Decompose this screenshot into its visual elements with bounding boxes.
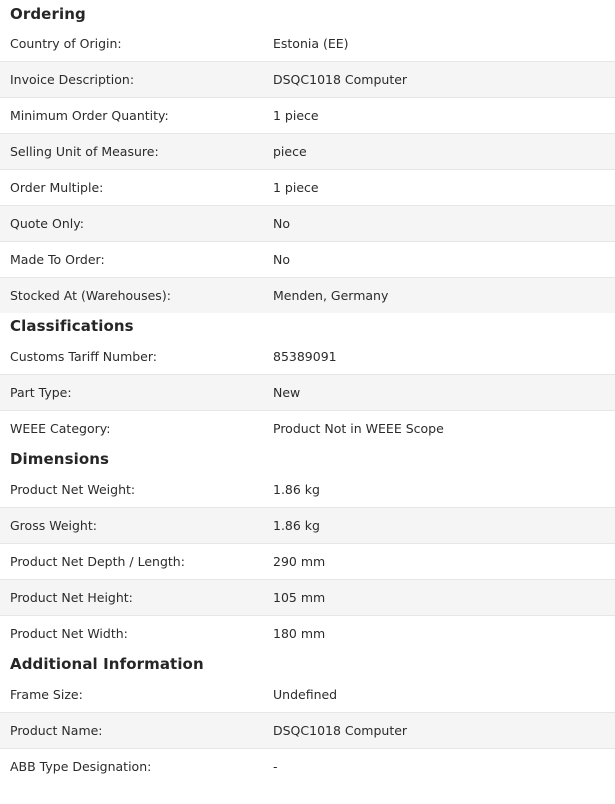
spec-label: ABB Type Designation: (10, 759, 152, 774)
spec-label: Gross Weight: (10, 518, 97, 533)
spec-row-made-to-order (0, 242, 615, 278)
spec-row-abb-type-designation (0, 749, 615, 784)
spec-value: Undefined (273, 687, 338, 702)
section-title-dimensions: Dimensions (10, 450, 110, 468)
spec-label: Invoice Description: (10, 72, 135, 87)
spec-label: Selling Unit of Measure: (10, 144, 159, 159)
spec-row-customs-tariff-number (0, 339, 615, 375)
section-title-additional-information: Additional Information (10, 655, 204, 673)
section-dimensions (0, 446, 615, 651)
spec-value: 1 piece (273, 108, 319, 123)
spec-row-order-multiple (0, 170, 615, 206)
spec-label: WEEE Category: (10, 421, 111, 436)
spec-row-invoice-description (0, 62, 615, 98)
spec-label: Country of Origin: (10, 36, 122, 51)
spec-row-product-net-height (0, 580, 615, 616)
spec-row-quote-only (0, 206, 615, 242)
spec-label: Customs Tariff Number: (10, 349, 158, 364)
spec-label: Made To Order: (10, 252, 105, 267)
spec-row-minimum-order-quantity (0, 98, 615, 134)
spec-value: piece (273, 144, 307, 159)
spec-value: 1 piece (273, 180, 319, 195)
section-classifications (0, 313, 615, 446)
spec-label: Frame Size: (10, 687, 83, 702)
spec-value: No (273, 252, 290, 267)
spec-row-frame-size (0, 677, 615, 713)
spec-value: No (273, 216, 290, 231)
spec-value: Estonia (EE) (273, 36, 349, 51)
spec-value: 1.86 kg (273, 482, 320, 497)
spec-value: 290 mm (273, 554, 326, 569)
spec-row-gross-weight (0, 508, 615, 544)
spec-row-selling-unit-of-measure (0, 134, 615, 170)
spec-value: DSQC1018 Computer (273, 72, 408, 87)
spec-row-product-net-depth-length (0, 544, 615, 580)
spec-row-product-net-weight (0, 472, 615, 508)
spec-value: New (273, 385, 301, 400)
spec-row-part-type (0, 375, 615, 411)
spec-value: Menden, Germany (273, 288, 389, 303)
spec-value: Product Not in WEEE Scope (273, 421, 444, 436)
spec-label: Product Net Weight: (10, 482, 136, 497)
section-additional-information (0, 651, 615, 784)
spec-value: 1.86 kg (273, 518, 320, 533)
spec-row-weee-category (0, 411, 615, 446)
spec-label: Product Name: (10, 723, 103, 738)
spec-row-product-net-width (0, 616, 615, 651)
spec-label: Product Net Height: (10, 590, 133, 605)
spec-label: Part Type: (10, 385, 72, 400)
spec-value: - (273, 759, 278, 774)
spec-row-country-of-origin (0, 26, 615, 62)
spec-row-product-name (0, 713, 615, 749)
section-ordering (0, 0, 615, 313)
spec-label: Stocked At (Warehouses): (10, 288, 171, 303)
spec-label: Order Multiple: (10, 180, 104, 195)
spec-value: 180 mm (273, 626, 326, 641)
spec-value: 105 mm (273, 590, 326, 605)
section-title-ordering: Ordering (10, 5, 86, 23)
spec-label: Product Net Depth / Length: (10, 554, 185, 569)
spec-value: 85389091 (273, 349, 337, 364)
spec-label: Quote Only: (10, 216, 84, 231)
spec-value: DSQC1018 Computer (273, 723, 408, 738)
section-title-classifications: Classifications (10, 317, 134, 335)
spec-row-stocked-at (0, 278, 615, 313)
spec-label: Product Net Width: (10, 626, 128, 641)
spec-label: Minimum Order Quantity: (10, 108, 169, 123)
